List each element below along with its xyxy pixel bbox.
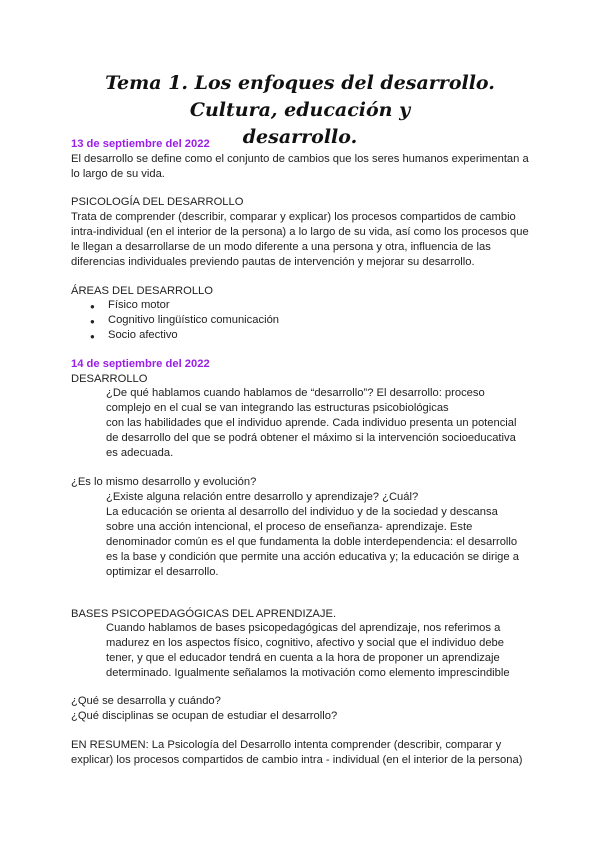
psicologia-heading: PSICOLOGÍA DEL DESARROLLO xyxy=(71,196,244,208)
question-line: ¿Qué disciplinas se ocupan de estudiar el desarrollo? xyxy=(71,710,338,722)
areas-list-item: Socio afectivo xyxy=(108,329,178,341)
bases-line: Cuando hablamos de bases psicopedagógicas del aprendizaje, nos referimos a xyxy=(106,622,501,634)
evolucion-line: ¿Existe alguna relación entre desarrollo y aprendizaje? ¿Cuál? xyxy=(106,491,419,503)
intro-line: lo largo de su vida. xyxy=(71,168,165,180)
areas-heading: ÁREAS DEL DESARROLLO xyxy=(71,285,213,297)
areas-list-item: Físico motor xyxy=(108,299,170,311)
resumen-line: explicar) los procesos compartidos de cambio intra - individual (en el interior de la persona) xyxy=(71,754,523,766)
evolucion-line: denominador común es el que fundamenta la doble interdependencia: el desarrollo xyxy=(106,536,518,548)
evolucion-line: es la base y condición que permite una acción educativa y; la educación se dirige a xyxy=(106,551,519,563)
psicologia-line: le llegan a desarrollarse de un modo diferente a una persona y otra, influencia de las xyxy=(71,241,491,253)
question-line: ¿Qué se desarrolla y cuándo? xyxy=(71,695,221,707)
evolucion-line: optimizar el desarrollo. xyxy=(106,566,219,578)
evolucion-line: sobre una acción intencional, el proceso de enseñanza- aprendizaje. Este xyxy=(106,521,473,533)
bases-line: madurez en los aspectos físico, cognitivo, afectivo y social que el individuo debe xyxy=(106,637,505,649)
desarrollo-line: es adecuada. xyxy=(106,447,174,459)
bases-heading: BASES PSICOPEDAGÓGICAS DEL APRENDIZAJE. xyxy=(71,608,337,620)
desarrollo-line: complejo en el cual se van integrando las estructuras psicobiológicas xyxy=(106,402,449,414)
intro-line: El desarrollo se define como el conjunto de cambios que los seres humanos experimentan a xyxy=(71,153,529,165)
desarrollo-heading: DESARROLLO xyxy=(71,373,148,385)
resumen-line: EN RESUMEN: La Psicología del Desarrollo intenta comprender (describir, comparar y xyxy=(71,739,502,751)
date-14-sept: 14 de septiembre del 2022 xyxy=(71,358,210,370)
title-line-1: Tema 1. Los enfoques del desarrollo. Cultura, educación y xyxy=(105,72,495,121)
evolucion-line: La educación se orienta al desarrollo del individuo y de la sociedad y descansa xyxy=(106,506,498,518)
desarrollo-line: de desarrollo del que se podrá obtener el máximo si la intervención socioeducativa xyxy=(106,432,516,444)
desarrollo-line: ¿De qué hablamos cuando hablamos de “desarrollo”? El desarrollo: proceso xyxy=(106,387,485,399)
bullet-icon: ● xyxy=(90,317,95,326)
psicologia-line: intra-individual (en el interior de la persona) a lo largo de su vida, así como los procesos que xyxy=(71,226,529,238)
title-line-2: desarrollo. xyxy=(242,126,358,148)
psicologia-line: Trata de comprender (describir, comparar y explicar) los procesos compartidos de cambio xyxy=(71,211,516,223)
areas-list-item: Cognitivo lingüístico comunicación xyxy=(108,314,280,326)
desarrollo-line: con las habilidades que el individuo aprende. Cada individuo presenta un potencial xyxy=(106,417,517,429)
date-13-sept: 13 de septiembre del 2022 xyxy=(71,138,210,150)
bullet-icon: ● xyxy=(90,332,95,341)
bullet-icon: ● xyxy=(90,302,95,311)
psicologia-line: diferencias individuales previendo pautas de intervención y mejorar su desarrollo. xyxy=(71,256,475,268)
evolucion-question: ¿Es lo mismo desarrollo y evolución? xyxy=(71,476,257,488)
bases-line: determinado. Igualmente señalamos la motivación como elemento imprescindible xyxy=(106,667,510,679)
bases-line: tener, y que el educador tendrá en cuenta a la hora de proponer un aprendizaje xyxy=(106,652,500,664)
